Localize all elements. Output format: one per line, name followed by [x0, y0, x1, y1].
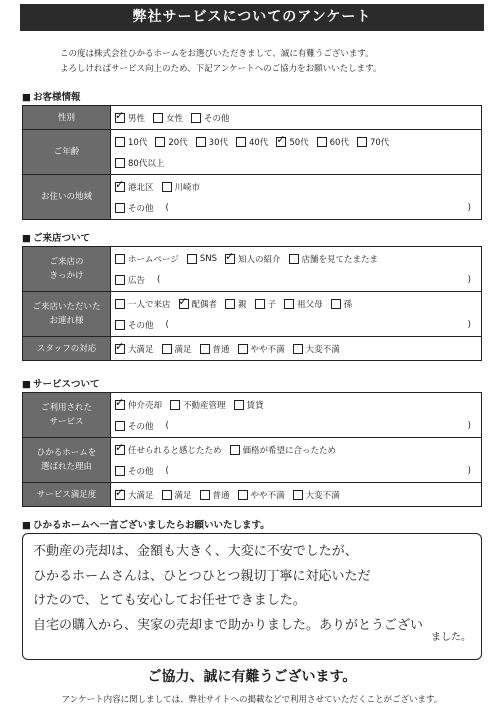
label-line: サービス: [49, 417, 84, 427]
paren-close: ): [467, 465, 471, 476]
used-option[interactable]: [234, 399, 264, 411]
option-label: 知人の紹介: [238, 254, 281, 265]
paren-open: (: [165, 319, 169, 330]
checkbox[interactable]: [170, 400, 180, 410]
companion-option[interactable]: [331, 298, 353, 310]
gender-label: 性別: [23, 106, 111, 130]
option-label: やや不満: [250, 344, 285, 355]
satisfaction-option[interactable]: [293, 489, 340, 501]
comment-line: 不動産の売却は、金額も大きく、大変に不安でしたが、: [33, 544, 358, 559]
checkbox[interactable]: [115, 254, 125, 264]
checkbox[interactable]: [236, 137, 246, 147]
option-label: その他: [128, 466, 154, 477]
option-label: 配偶者: [191, 299, 218, 310]
used-option[interactable]: [170, 399, 226, 411]
companion-option[interactable]: [284, 298, 323, 310]
option-label: 仲介売却: [128, 400, 163, 411]
checkbox[interactable]: [162, 344, 172, 354]
option-label: 孫: [343, 299, 353, 310]
checkbox[interactable]: [200, 490, 210, 500]
checkbox[interactable]: [234, 400, 244, 410]
companion-other-input[interactable]: [166, 320, 471, 330]
area-option-other[interactable]: [115, 202, 154, 214]
checkbox[interactable]: [284, 299, 294, 309]
comment-line: けたので、とても安心してお任せできました。: [33, 593, 306, 608]
comment-line: ました。: [431, 632, 471, 643]
used-option-other[interactable]: [115, 420, 154, 432]
checkbox[interactable]: [317, 137, 327, 147]
option-label: 60代: [329, 137, 349, 148]
checkbox[interactable]: [289, 254, 299, 264]
comment-heading: ■ ひかるホームへ一言ございましたらお願いいたします。: [22, 517, 270, 531]
satisfaction-label: サービス満足度: [23, 483, 111, 507]
age-option[interactable]: [317, 136, 349, 148]
label-line: 選ばれた理由: [40, 462, 92, 472]
satisfaction-row: [23, 483, 482, 507]
checkbox[interactable]: [225, 299, 235, 309]
age-option[interactable]: [115, 157, 164, 169]
companion-option[interactable]: [179, 298, 218, 310]
paren-close: ): [467, 274, 471, 285]
checkbox[interactable]: [331, 299, 341, 309]
checkbox[interactable]: [200, 344, 210, 354]
age-label: ご年齢: [23, 130, 111, 175]
paren-close: ): [467, 202, 471, 213]
age-option[interactable]: [115, 136, 147, 148]
staff-row: [23, 337, 482, 361]
paren-open: (: [165, 202, 169, 213]
age-option[interactable]: [357, 136, 389, 148]
companion-row: [23, 292, 482, 337]
other-input-field[interactable]: [166, 203, 471, 213]
checkbox[interactable]: [276, 137, 286, 147]
option-label: 男性: [128, 113, 146, 124]
used-option[interactable]: [115, 399, 162, 411]
companion-option[interactable]: [115, 298, 171, 310]
footer-note: アンケート内容に関しましては、弊社サイトへの掲載などで利用させていただくことがございます。: [61, 695, 443, 705]
checkbox[interactable]: [196, 137, 206, 147]
comment-line: 自宅の購入から、実家の売却まで助かりました。ありがとうござい: [33, 617, 424, 633]
paren-close: ): [467, 319, 471, 330]
satisfaction-option[interactable]: [200, 489, 230, 501]
checkbox[interactable]: [293, 490, 303, 500]
option-label: 広告: [128, 275, 146, 286]
intro-text: [60, 47, 500, 77]
area-option[interactable]: [115, 181, 154, 193]
used-other-input[interactable]: [166, 421, 471, 431]
gender-option-male[interactable]: [115, 112, 145, 124]
label-line: ご利用された: [40, 403, 92, 413]
customer-info-table: [22, 105, 482, 220]
option-label: 50代: [289, 137, 309, 148]
staff-option[interactable]: [162, 343, 192, 355]
gender-row: [23, 106, 482, 130]
trigger-option[interactable]: [115, 253, 179, 265]
reason-row: [23, 438, 482, 483]
trigger-option[interactable]: [289, 253, 379, 265]
visit-table: [22, 246, 482, 361]
trigger-option[interactable]: [225, 253, 281, 265]
checkbox[interactable]: [115, 182, 125, 192]
option-label: やや不満: [250, 490, 285, 501]
checkbox[interactable]: [115, 158, 125, 168]
option-label: 一人で来店: [128, 299, 171, 310]
label-line: お連れ様: [49, 316, 84, 326]
checkbox[interactable]: [225, 254, 235, 264]
option-label: 普通: [212, 490, 230, 501]
option-label: 満足: [174, 344, 192, 355]
checkbox[interactable]: [357, 137, 367, 147]
option-label: その他: [204, 113, 230, 124]
checkbox[interactable]: [115, 421, 125, 431]
checkbox[interactable]: [115, 490, 125, 500]
option-label: 港北区: [128, 182, 154, 193]
reason-option-other[interactable]: [115, 465, 154, 477]
checkbox[interactable]: [238, 490, 248, 500]
companion-option[interactable]: [225, 298, 247, 310]
companion-option-other[interactable]: [115, 319, 154, 331]
satisfaction-option[interactable]: [162, 489, 192, 501]
option-label: 大満足: [128, 490, 154, 501]
thanks-message: ご協力、誠に有難うございます。: [147, 669, 357, 685]
reason-other-input[interactable]: [166, 466, 471, 476]
checkbox[interactable]: [115, 320, 125, 330]
checkbox[interactable]: [255, 299, 265, 309]
checkbox[interactable]: [115, 445, 125, 455]
intro-line: よろしければサービス向上のため、下記アンケートへのご協力をお願いいたします。: [60, 64, 382, 74]
option-label: その他: [128, 421, 154, 432]
checkbox[interactable]: [162, 182, 172, 192]
area-label: お住いの地域: [23, 175, 111, 220]
checkbox[interactable]: [115, 400, 125, 410]
label-line: きっかけ: [49, 271, 84, 281]
label-line: ご来店いただいた: [32, 302, 101, 312]
satisfaction-option[interactable]: [238, 489, 285, 501]
reason-label: [23, 438, 111, 483]
option-label: 任せられると感じたため: [128, 445, 222, 456]
checkbox[interactable]: [230, 445, 240, 455]
area-row: [23, 175, 482, 220]
option-label: 親: [238, 299, 247, 310]
checkbox[interactable]: [191, 113, 201, 123]
option-label: その他: [128, 203, 154, 214]
companion-option[interactable]: [255, 298, 277, 310]
staff-option[interactable]: [115, 343, 154, 355]
staff-option[interactable]: [200, 343, 230, 355]
option-label: 祖父母: [297, 299, 323, 310]
option-label: 女性: [166, 113, 184, 124]
option-label: SNS: [199, 253, 217, 264]
section-service-heading: ■ サービスついて: [22, 376, 100, 390]
option-label: 満足: [174, 490, 192, 501]
checkbox[interactable]: [115, 275, 125, 285]
age-option[interactable]: [236, 136, 268, 148]
option-label: 30代: [208, 137, 228, 148]
option-label: 店舗を見てたまたま: [301, 254, 379, 265]
staff-label: スタッフの対応: [23, 337, 111, 361]
age-option[interactable]: [155, 136, 187, 148]
age-option[interactable]: [196, 136, 228, 148]
trigger-row: [23, 247, 482, 292]
option-label: 20代: [168, 137, 188, 148]
gender-option-other[interactable]: [191, 112, 230, 124]
intro-line: この度は株式会社ひかるホームをお選びいただきまして、誠に有難うございます。: [60, 49, 374, 59]
gender-options: [115, 107, 477, 128]
checkbox[interactable]: [115, 299, 125, 309]
label-line: ご来店の: [49, 257, 84, 267]
service-table: [22, 392, 482, 507]
checkbox[interactable]: [162, 490, 172, 500]
option-label: 40代: [248, 137, 269, 148]
trigger-label: [23, 247, 111, 292]
reason-option[interactable]: [115, 444, 222, 456]
age-options: [115, 131, 477, 152]
checkbox[interactable]: [115, 466, 125, 476]
option-label: 川崎市: [174, 182, 201, 193]
option-label: 普通: [212, 344, 230, 355]
option-label: 不動産管理: [183, 400, 226, 411]
checkbox[interactable]: [115, 344, 125, 354]
section-visit-heading: ■ ご来店ついて: [22, 230, 90, 244]
trigger-option[interactable]: [187, 254, 217, 264]
section-customer-heading: ■ お客様情報: [22, 89, 81, 103]
age-option[interactable]: [276, 136, 308, 148]
area-option[interactable]: [162, 181, 201, 193]
comment-textarea[interactable]: [22, 533, 482, 660]
option-label: 賃貸: [246, 400, 264, 411]
paren-open: (: [165, 420, 169, 431]
option-label: 価格が希望に合ったため: [242, 445, 337, 456]
checkbox[interactable]: [115, 203, 125, 213]
option-label: その他: [128, 320, 154, 331]
checkbox[interactable]: [115, 137, 125, 147]
option-label: 子: [267, 299, 277, 310]
paren-close: ): [467, 420, 471, 431]
option-label: 10代: [128, 137, 148, 148]
ad-input-field[interactable]: [157, 275, 471, 285]
companion-label: [23, 292, 111, 337]
paren-open: (: [165, 465, 169, 476]
option-label: 大満足: [128, 344, 154, 355]
checkbox[interactable]: [155, 137, 165, 147]
gender-option-female[interactable]: [153, 112, 183, 124]
trigger-option-ad[interactable]: [115, 274, 145, 286]
checkbox[interactable]: [187, 254, 197, 264]
satisfaction-option[interactable]: [115, 489, 154, 501]
checkbox[interactable]: [153, 113, 163, 123]
checkbox[interactable]: [238, 344, 248, 354]
comment-line: ひかるホームさんは、ひとつひとつ親切丁寧に対応いただ: [33, 568, 371, 584]
checkbox[interactable]: [179, 299, 189, 309]
option-label: ホームページ: [128, 254, 179, 265]
survey-title: 弊社サービスについてのアンケート: [20, 4, 484, 31]
option-label: 大変不満: [305, 344, 340, 355]
age-row: [23, 130, 482, 175]
checkbox[interactable]: [115, 113, 125, 123]
checkbox[interactable]: [293, 344, 303, 354]
used-label: [23, 393, 111, 438]
label-line: ひかるホームを: [36, 448, 97, 458]
option-label: 大変不満: [305, 490, 340, 501]
option-label: 80代以上: [128, 158, 165, 169]
used-row: [23, 393, 482, 438]
option-label: 70代: [369, 137, 390, 148]
paren-open: (: [157, 274, 161, 285]
reason-option[interactable]: [230, 444, 337, 456]
staff-option[interactable]: [293, 343, 340, 355]
staff-option[interactable]: [238, 343, 285, 355]
